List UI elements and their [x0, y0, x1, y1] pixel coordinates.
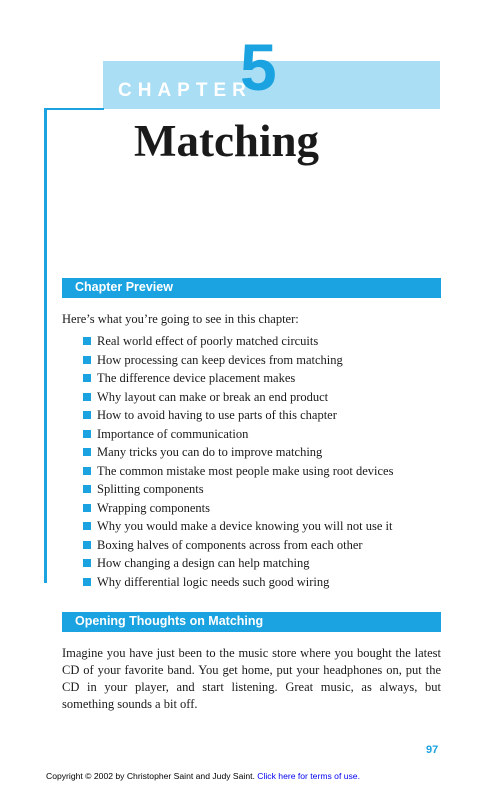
preview-item-text: How changing a design can help matching	[97, 556, 310, 570]
square-bullet-icon	[83, 559, 91, 567]
chapter-number: 5	[240, 30, 277, 104]
square-bullet-icon	[83, 374, 91, 382]
top-accent-rule	[44, 108, 104, 110]
preview-list-item	[83, 425, 393, 444]
square-bullet-icon	[83, 337, 91, 345]
preview-list-item	[83, 332, 393, 351]
preview-item-text: Wrapping components	[97, 500, 211, 515]
preview-item-text: Importance of communication	[97, 426, 249, 441]
preview-list-item	[83, 536, 393, 555]
preview-list-item	[83, 499, 393, 518]
preview-list-item	[83, 388, 393, 407]
opening-thoughts-heading: Opening Thoughts on Matching	[75, 614, 264, 628]
square-bullet-icon	[83, 541, 91, 549]
preview-item-text: How to avoid having to use parts of this chapter	[97, 408, 337, 422]
preview-list-item	[83, 517, 393, 536]
preview-item-text: The common mistake most people make using root devices	[97, 463, 394, 478]
footer	[46, 771, 360, 781]
preview-list-item	[83, 351, 393, 370]
terms-of-use-link[interactable]: Click here for terms of use.	[257, 771, 360, 781]
preview-list-item	[83, 406, 393, 425]
preview-item-text: Why layout can make or break an end product	[97, 389, 329, 404]
preview-intro-text: Here’s what you’re going to see in this chapter:	[62, 312, 299, 326]
preview-bullet-list	[83, 332, 393, 591]
preview-list-item	[83, 480, 393, 499]
chapter-label: CHAPTER	[118, 80, 252, 101]
square-bullet-icon	[83, 467, 91, 475]
square-bullet-icon	[83, 430, 91, 438]
preview-item-text: Splitting components	[97, 482, 204, 496]
square-bullet-icon	[83, 504, 91, 512]
preview-list-item	[83, 554, 393, 573]
opening-thoughts-heading-bar	[62, 612, 441, 632]
square-bullet-icon	[83, 393, 91, 401]
preview-list-item	[83, 573, 393, 592]
square-bullet-icon	[83, 578, 91, 586]
square-bullet-icon	[83, 448, 91, 456]
page-number: 97	[426, 744, 439, 756]
preview-item-text: Boxing halves of components across from each other	[97, 537, 363, 552]
preview-item-text: How processing can keep devices from matching	[97, 352, 343, 367]
chapter-preview-heading: Chapter Preview	[75, 280, 173, 294]
square-bullet-icon	[83, 522, 91, 530]
preview-item-text: Real world effect of poorly matched circuits	[97, 334, 319, 348]
preview-list-item	[83, 369, 393, 388]
opening-paragraph: Imagine you have just been to the music store where you bought the latest CD of your favorite band. You get home, put your headphones on, put the CD in your player, and start listening. Great music, as always, but something sounds a bit off.	[62, 646, 441, 711]
preview-item-text: Many tricks you can do to improve matching	[97, 445, 323, 459]
preview-item-text: Why you would make a device knowing you will not use it	[97, 519, 393, 533]
square-bullet-icon	[83, 356, 91, 364]
chapter-preview-heading-bar	[62, 278, 441, 298]
square-bullet-icon	[83, 485, 91, 493]
preview-item-text: Why differential logic needs such good wiring	[97, 574, 330, 589]
chapter-title: Matching	[134, 116, 319, 166]
preview-list-item	[83, 462, 393, 481]
square-bullet-icon	[83, 411, 91, 419]
left-accent-rule	[44, 109, 47, 583]
preview-list-item	[83, 443, 393, 462]
preview-item-text: The difference device placement makes	[97, 371, 296, 385]
copyright-text: Copyright © 2002 by Christopher Saint and Judy Saint.	[46, 771, 255, 781]
